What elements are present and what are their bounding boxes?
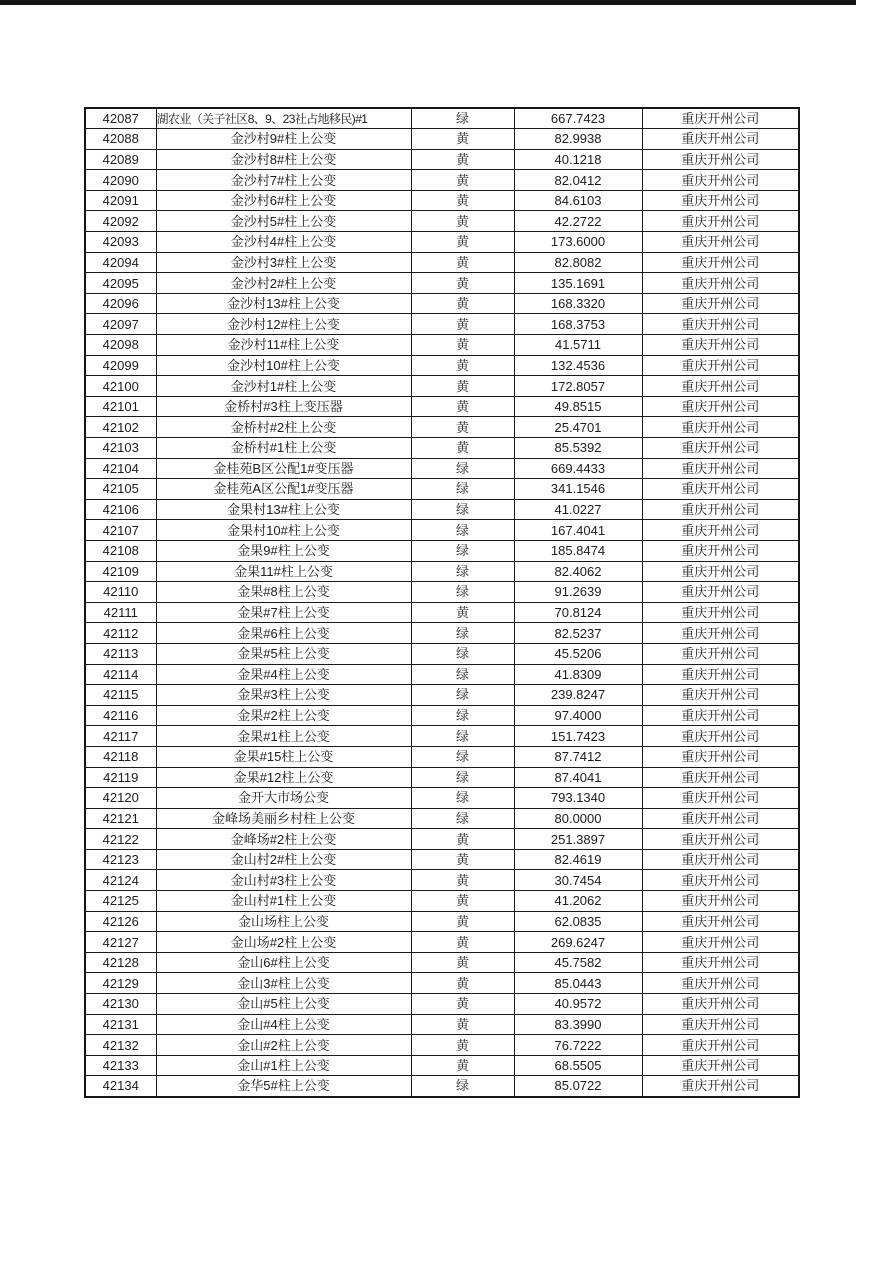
cell-id: 42100: [85, 376, 156, 397]
cell-id: 42095: [85, 273, 156, 294]
cell-name: 金山村#1柱上公变: [156, 891, 411, 912]
table-row: [85, 705, 799, 726]
cell-value: 84.6103: [514, 190, 642, 211]
cell-company: 重庆开州公司: [642, 149, 799, 170]
cell-name: 湖农业（关子社区8、9、23社占地移民)#1: [156, 108, 411, 129]
cell-id: 42110: [85, 582, 156, 603]
cell-value: 30.7454: [514, 870, 642, 891]
cell-id: 42092: [85, 211, 156, 232]
cell-status: 绿: [411, 767, 514, 788]
cell-id: 42096: [85, 293, 156, 314]
table-row: [85, 1014, 799, 1035]
cell-id: 42128: [85, 952, 156, 973]
table-row: [85, 849, 799, 870]
cell-id: 42124: [85, 870, 156, 891]
cell-value: 80.0000: [514, 808, 642, 829]
cell-name: 金沙村3#柱上公变: [156, 252, 411, 273]
cell-company: 重庆开州公司: [642, 1014, 799, 1035]
cell-id: 42102: [85, 417, 156, 438]
cell-value: 83.3990: [514, 1014, 642, 1035]
cell-company: 重庆开州公司: [642, 602, 799, 623]
cell-company: 重庆开州公司: [642, 849, 799, 870]
cell-company: 重庆开州公司: [642, 788, 799, 809]
cell-value: 40.1218: [514, 149, 642, 170]
cell-company: 重庆开州公司: [642, 335, 799, 356]
cell-status: 绿: [411, 643, 514, 664]
table-row: [85, 149, 799, 170]
cell-id: 42127: [85, 932, 156, 953]
cell-id: 42090: [85, 170, 156, 191]
cell-status: 黄: [411, 1014, 514, 1035]
table-row: [85, 870, 799, 891]
cell-value: 667.7423: [514, 108, 642, 129]
cell-company: 重庆开州公司: [642, 540, 799, 561]
cell-status: 黄: [411, 396, 514, 417]
cell-id: 42099: [85, 355, 156, 376]
cell-value: 82.4619: [514, 849, 642, 870]
cell-value: 132.4536: [514, 355, 642, 376]
cell-value: 151.7423: [514, 726, 642, 747]
cell-value: 239.8247: [514, 685, 642, 706]
table-row: [85, 932, 799, 953]
cell-company: 重庆开州公司: [642, 170, 799, 191]
table-row: [85, 252, 799, 273]
cell-company: 重庆开州公司: [642, 108, 799, 129]
cell-value: 82.9938: [514, 129, 642, 150]
cell-company: 重庆开州公司: [642, 252, 799, 273]
cell-name: 金果村13#柱上公变: [156, 499, 411, 520]
cell-value: 85.5392: [514, 438, 642, 459]
cell-company: 重庆开州公司: [642, 561, 799, 582]
cell-status: 黄: [411, 335, 514, 356]
cell-name: 金果#15柱上公变: [156, 746, 411, 767]
table-row: [85, 726, 799, 747]
cell-name: 金沙村6#柱上公变: [156, 190, 411, 211]
data-table-container: [84, 107, 800, 1098]
cell-status: 黄: [411, 1055, 514, 1076]
cell-status: 绿: [411, 1076, 514, 1097]
cell-id: 42109: [85, 561, 156, 582]
cell-id: 42106: [85, 499, 156, 520]
cell-status: 黄: [411, 314, 514, 335]
cell-company: 重庆开州公司: [642, 808, 799, 829]
table-row: [85, 582, 799, 603]
cell-company: 重庆开州公司: [642, 973, 799, 994]
cell-name: 金沙村1#柱上公变: [156, 376, 411, 397]
cell-status: 黄: [411, 190, 514, 211]
cell-company: 重庆开州公司: [642, 232, 799, 253]
cell-status: 黄: [411, 994, 514, 1015]
cell-name: 金沙村10#柱上公变: [156, 355, 411, 376]
cell-company: 重庆开州公司: [642, 1055, 799, 1076]
cell-status: 绿: [411, 582, 514, 603]
table-row: [85, 808, 799, 829]
cell-id: 42087: [85, 108, 156, 129]
cell-name: 金果村10#柱上公变: [156, 520, 411, 541]
table-row: [85, 273, 799, 294]
cell-name: 金华5#柱上公变: [156, 1076, 411, 1097]
cell-status: 黄: [411, 438, 514, 459]
cell-status: 黄: [411, 973, 514, 994]
cell-id: 42094: [85, 252, 156, 273]
cell-id: 42104: [85, 458, 156, 479]
cell-id: 42108: [85, 540, 156, 561]
cell-id: 42091: [85, 190, 156, 211]
cell-status: 绿: [411, 458, 514, 479]
cell-value: 97.4000: [514, 705, 642, 726]
table-row: [85, 335, 799, 356]
cell-status: 绿: [411, 108, 514, 129]
cell-id: 42123: [85, 849, 156, 870]
cell-status: 黄: [411, 911, 514, 932]
table-row: [85, 1055, 799, 1076]
cell-value: 41.0227: [514, 499, 642, 520]
cell-id: 42131: [85, 1014, 156, 1035]
cell-id: 42130: [85, 994, 156, 1015]
cell-company: 重庆开州公司: [642, 293, 799, 314]
cell-status: 绿: [411, 540, 514, 561]
table-row: [85, 376, 799, 397]
cell-id: 42120: [85, 788, 156, 809]
cell-name: 金沙村9#柱上公变: [156, 129, 411, 150]
cell-status: 绿: [411, 623, 514, 644]
cell-value: 341.1546: [514, 479, 642, 500]
cell-status: 绿: [411, 808, 514, 829]
cell-name: 金桥村#3柱上变压器: [156, 396, 411, 417]
cell-status: 黄: [411, 355, 514, 376]
cell-company: 重庆开州公司: [642, 932, 799, 953]
cell-id: 42107: [85, 520, 156, 541]
cell-name: 金山#5柱上公变: [156, 994, 411, 1015]
cell-status: 绿: [411, 520, 514, 541]
cell-company: 重庆开州公司: [642, 870, 799, 891]
cell-value: 135.1691: [514, 273, 642, 294]
cell-id: 42125: [85, 891, 156, 912]
cell-name: 金果#3柱上公变: [156, 685, 411, 706]
cell-id: 42088: [85, 129, 156, 150]
cell-company: 重庆开州公司: [642, 623, 799, 644]
table-row: [85, 602, 799, 623]
cell-value: 41.8309: [514, 664, 642, 685]
cell-id: 42097: [85, 314, 156, 335]
table-row: [85, 891, 799, 912]
cell-id: 42112: [85, 623, 156, 644]
cell-id: 42133: [85, 1055, 156, 1076]
cell-name: 金山村#3柱上公变: [156, 870, 411, 891]
cell-status: 绿: [411, 705, 514, 726]
cell-status: 黄: [411, 829, 514, 850]
cell-name: 金果#1柱上公变: [156, 726, 411, 747]
cell-name: 金山3#柱上公变: [156, 973, 411, 994]
cell-company: 重庆开州公司: [642, 705, 799, 726]
table-row: [85, 438, 799, 459]
cell-company: 重庆开州公司: [642, 314, 799, 335]
cell-value: 91.2639: [514, 582, 642, 603]
cell-company: 重庆开州公司: [642, 746, 799, 767]
cell-name: 金沙村5#柱上公变: [156, 211, 411, 232]
table-row: [85, 540, 799, 561]
cell-name: 金桂苑B区公配1#变压器: [156, 458, 411, 479]
cell-company: 重庆开州公司: [642, 685, 799, 706]
cell-name: 金果#8柱上公变: [156, 582, 411, 603]
cell-status: 绿: [411, 746, 514, 767]
cell-status: 黄: [411, 1035, 514, 1056]
table-row: [85, 1076, 799, 1097]
cell-company: 重庆开州公司: [642, 891, 799, 912]
cell-name: 金沙村11#柱上公变: [156, 335, 411, 356]
cell-id: 42121: [85, 808, 156, 829]
table-row: [85, 479, 799, 500]
cell-status: 黄: [411, 417, 514, 438]
table-row: [85, 1035, 799, 1056]
cell-status: 黄: [411, 211, 514, 232]
table-row: [85, 664, 799, 685]
cell-company: 重庆开州公司: [642, 911, 799, 932]
table-row: [85, 170, 799, 191]
scan-artifact-top-bar: [0, 0, 856, 5]
cell-value: 70.8124: [514, 602, 642, 623]
table-row: [85, 685, 799, 706]
cell-status: 黄: [411, 602, 514, 623]
table-row: [85, 314, 799, 335]
cell-status: 绿: [411, 499, 514, 520]
cell-company: 重庆开州公司: [642, 211, 799, 232]
cell-status: 黄: [411, 293, 514, 314]
table-row: [85, 355, 799, 376]
cell-status: 黄: [411, 932, 514, 953]
table-row: [85, 788, 799, 809]
cell-company: 重庆开州公司: [642, 417, 799, 438]
cell-value: 269.6247: [514, 932, 642, 953]
cell-id: 42126: [85, 911, 156, 932]
cell-name: 金沙村12#柱上公变: [156, 314, 411, 335]
cell-company: 重庆开州公司: [642, 520, 799, 541]
table-row: [85, 520, 799, 541]
table-row: [85, 458, 799, 479]
cell-value: 25.4701: [514, 417, 642, 438]
cell-id: 42114: [85, 664, 156, 685]
cell-status: 黄: [411, 952, 514, 973]
cell-name: 金山场柱上公变: [156, 911, 411, 932]
cell-value: 173.6000: [514, 232, 642, 253]
cell-status: 黄: [411, 273, 514, 294]
cell-name: 金山#4柱上公变: [156, 1014, 411, 1035]
cell-status: 绿: [411, 561, 514, 582]
cell-value: 167.4041: [514, 520, 642, 541]
cell-name: 金山#1柱上公变: [156, 1055, 411, 1076]
cell-status: 黄: [411, 891, 514, 912]
cell-id: 42116: [85, 705, 156, 726]
cell-id: 42122: [85, 829, 156, 850]
cell-company: 重庆开州公司: [642, 396, 799, 417]
cell-value: 85.0722: [514, 1076, 642, 1097]
cell-name: 金山#2柱上公变: [156, 1035, 411, 1056]
cell-company: 重庆开州公司: [642, 664, 799, 685]
cell-name: 金峰场美丽乡村柱上公变: [156, 808, 411, 829]
table-row: [85, 293, 799, 314]
cell-status: 绿: [411, 479, 514, 500]
cell-status: 黄: [411, 232, 514, 253]
cell-name: 金桂苑A区公配1#变压器: [156, 479, 411, 500]
cell-company: 重庆开州公司: [642, 1076, 799, 1097]
cell-name: 金山6#柱上公变: [156, 952, 411, 973]
cell-name: 金沙村4#柱上公变: [156, 232, 411, 253]
cell-value: 82.5237: [514, 623, 642, 644]
cell-value: 168.3320: [514, 293, 642, 314]
table-row: [85, 911, 799, 932]
cell-name: 金果#2柱上公变: [156, 705, 411, 726]
cell-id: 42093: [85, 232, 156, 253]
cell-company: 重庆开州公司: [642, 458, 799, 479]
cell-value: 42.2722: [514, 211, 642, 232]
cell-value: 82.4062: [514, 561, 642, 582]
cell-name: 金桥村#2柱上公变: [156, 417, 411, 438]
cell-value: 45.5206: [514, 643, 642, 664]
cell-name: 金果9#柱上公变: [156, 540, 411, 561]
cell-company: 重庆开州公司: [642, 994, 799, 1015]
cell-company: 重庆开州公司: [642, 499, 799, 520]
cell-id: 42134: [85, 1076, 156, 1097]
transformer-data-table: [84, 107, 800, 1098]
cell-id: 42105: [85, 479, 156, 500]
cell-company: 重庆开州公司: [642, 438, 799, 459]
cell-value: 669.4433: [514, 458, 642, 479]
table-row: [85, 952, 799, 973]
cell-value: 82.8082: [514, 252, 642, 273]
cell-name: 金果#12柱上公变: [156, 767, 411, 788]
cell-name: 金沙村13#柱上公变: [156, 293, 411, 314]
cell-company: 重庆开州公司: [642, 479, 799, 500]
cell-status: 黄: [411, 870, 514, 891]
cell-value: 85.0443: [514, 973, 642, 994]
table-row: [85, 623, 799, 644]
cell-value: 45.7582: [514, 952, 642, 973]
cell-id: 42111: [85, 602, 156, 623]
cell-value: 793.1340: [514, 788, 642, 809]
cell-name: 金果#5柱上公变: [156, 643, 411, 664]
table-row: [85, 829, 799, 850]
cell-name: 金桥村#1柱上公变: [156, 438, 411, 459]
cell-value: 40.9572: [514, 994, 642, 1015]
cell-value: 76.7222: [514, 1035, 642, 1056]
cell-status: 黄: [411, 252, 514, 273]
cell-status: 黄: [411, 376, 514, 397]
cell-id: 42117: [85, 726, 156, 747]
cell-status: 绿: [411, 664, 514, 685]
cell-id: 42101: [85, 396, 156, 417]
cell-id: 42113: [85, 643, 156, 664]
cell-status: 黄: [411, 149, 514, 170]
cell-id: 42132: [85, 1035, 156, 1056]
cell-value: 68.5505: [514, 1055, 642, 1076]
table-row: [85, 190, 799, 211]
table-body: [85, 108, 799, 1097]
table-row: [85, 643, 799, 664]
cell-value: 41.2062: [514, 891, 642, 912]
cell-name: 金山场#2柱上公变: [156, 932, 411, 953]
cell-value: 168.3753: [514, 314, 642, 335]
cell-value: 82.0412: [514, 170, 642, 191]
table-row: [85, 396, 799, 417]
table-row: [85, 232, 799, 253]
table-row: [85, 767, 799, 788]
cell-company: 重庆开州公司: [642, 643, 799, 664]
cell-name: 金沙村8#柱上公变: [156, 149, 411, 170]
table-row: [85, 211, 799, 232]
table-row: [85, 561, 799, 582]
cell-id: 42098: [85, 335, 156, 356]
cell-id: 42103: [85, 438, 156, 459]
cell-company: 重庆开州公司: [642, 767, 799, 788]
cell-id: 42115: [85, 685, 156, 706]
table-row: [85, 499, 799, 520]
cell-company: 重庆开州公司: [642, 829, 799, 850]
cell-value: 87.7412: [514, 746, 642, 767]
table-row: [85, 973, 799, 994]
cell-name: 金果#7柱上公变: [156, 602, 411, 623]
table-row: [85, 994, 799, 1015]
cell-company: 重庆开州公司: [642, 1035, 799, 1056]
cell-id: 42119: [85, 767, 156, 788]
cell-id: 42129: [85, 973, 156, 994]
cell-status: 绿: [411, 726, 514, 747]
cell-company: 重庆开州公司: [642, 273, 799, 294]
cell-name: 金沙村7#柱上公变: [156, 170, 411, 191]
cell-name: 金山村2#柱上公变: [156, 849, 411, 870]
cell-value: 251.3897: [514, 829, 642, 850]
cell-company: 重庆开州公司: [642, 355, 799, 376]
cell-status: 黄: [411, 129, 514, 150]
cell-value: 49.8515: [514, 396, 642, 417]
cell-company: 重庆开州公司: [642, 952, 799, 973]
cell-status: 黄: [411, 170, 514, 191]
cell-name: 金开大市场公变: [156, 788, 411, 809]
cell-name: 金峰场#2柱上公变: [156, 829, 411, 850]
cell-value: 41.5711: [514, 335, 642, 356]
cell-value: 62.0835: [514, 911, 642, 932]
cell-status: 绿: [411, 685, 514, 706]
cell-company: 重庆开州公司: [642, 376, 799, 397]
cell-company: 重庆开州公司: [642, 190, 799, 211]
cell-company: 重庆开州公司: [642, 129, 799, 150]
cell-company: 重庆开州公司: [642, 582, 799, 603]
cell-value: 87.4041: [514, 767, 642, 788]
table-row: [85, 108, 799, 129]
cell-name: 金沙村2#柱上公变: [156, 273, 411, 294]
cell-status: 绿: [411, 788, 514, 809]
cell-id: 42118: [85, 746, 156, 767]
table-row: [85, 129, 799, 150]
cell-status: 黄: [411, 849, 514, 870]
cell-value: 185.8474: [514, 540, 642, 561]
cell-name: 金果#6柱上公变: [156, 623, 411, 644]
cell-name: 金果#4柱上公变: [156, 664, 411, 685]
cell-id: 42089: [85, 149, 156, 170]
table-row: [85, 746, 799, 767]
cell-company: 重庆开州公司: [642, 726, 799, 747]
cell-name: 金果11#柱上公变: [156, 561, 411, 582]
table-row: [85, 417, 799, 438]
cell-value: 172.8057: [514, 376, 642, 397]
